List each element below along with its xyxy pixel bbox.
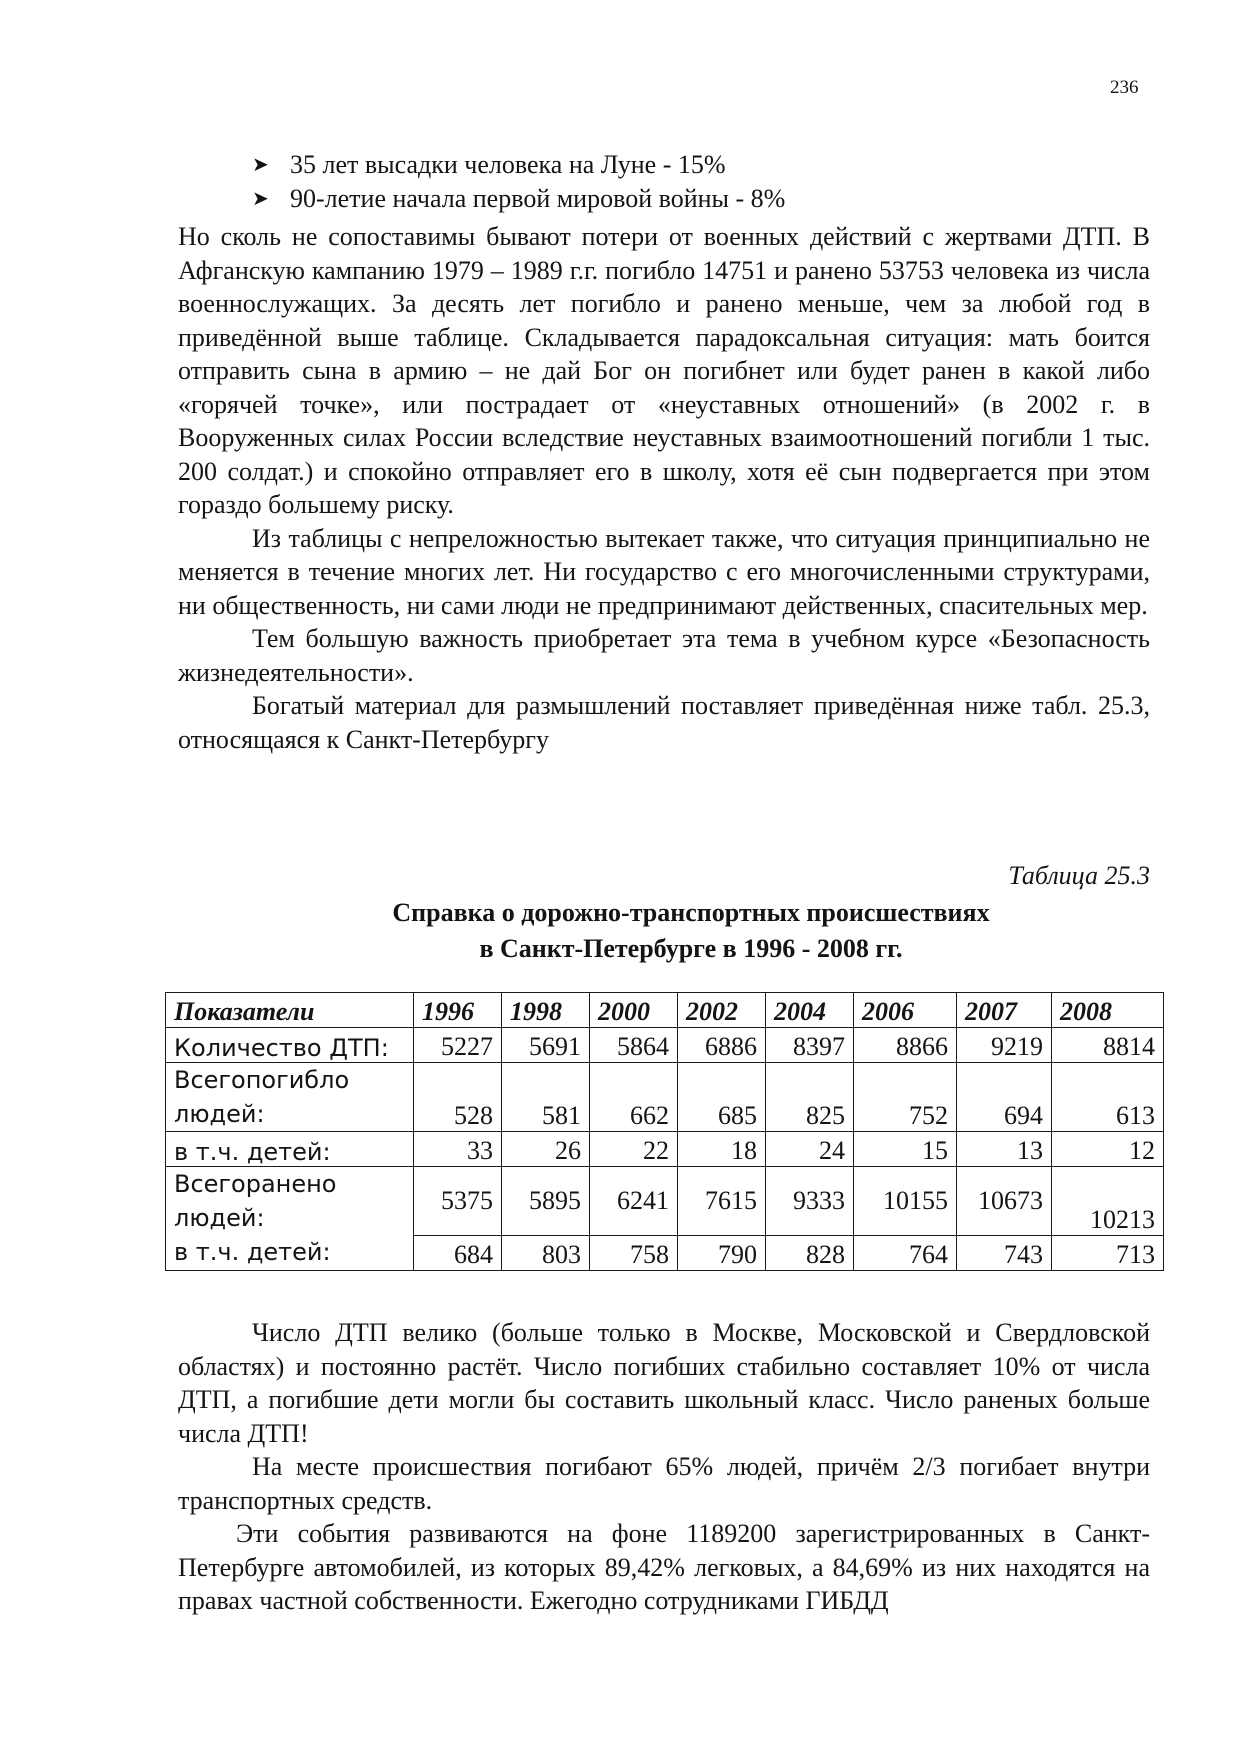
bullet-text: 90-летие начала первой мировой войны - 8% [290, 184, 786, 213]
row-label-part: Всего [174, 1066, 246, 1094]
table-cell: 5864 [590, 1028, 678, 1063]
row-label-part: людей: [174, 1204, 265, 1232]
row-label-part: людей: [174, 1100, 265, 1128]
table-cell: 10213 [1052, 1167, 1164, 1236]
year-header: 2008 [1052, 993, 1164, 1028]
table-title [178, 895, 1204, 967]
table-cell: 6886 [678, 1028, 766, 1063]
table-row [166, 1132, 1164, 1167]
row-label-part: ранено [245, 1170, 337, 1198]
table-title-line: Справка о дорожно-транспортных происшествиях [392, 898, 990, 927]
table-cell: 5227 [414, 1028, 502, 1063]
table-cell: 743 [957, 1236, 1052, 1271]
table-cell: 24 [766, 1132, 854, 1167]
table-cell: 33 [414, 1132, 502, 1167]
table-row [166, 1167, 1164, 1236]
table-cell: 10155 [854, 1167, 957, 1236]
table-cell: 15 [854, 1132, 957, 1167]
page-number: 236 [1110, 77, 1139, 98]
body-text-bottom [178, 1316, 1150, 1618]
table-cell: 528 [414, 1063, 502, 1132]
table-cell: 764 [854, 1236, 957, 1271]
table-cell: 758 [590, 1236, 678, 1271]
table-cell: 613 [1052, 1063, 1164, 1132]
table-cell: 18 [678, 1132, 766, 1167]
table-cell: 22 [590, 1132, 678, 1167]
paragraph: Число ДТП велико (больше только в Москве, Московской и Свердловской областях) и постоянно растёт. Число погибших стабильно составляет 10% от числа ДТП, а погибшие дети могли бы составить школьный класс. Число раненых больше числа ДТП! [178, 1318, 1150, 1448]
body-text-top [178, 220, 1150, 756]
header-cell: Показатели [166, 993, 414, 1028]
table-title-line: в Санкт-Петербурге в 1996 - 2008 гг. [479, 934, 903, 963]
year-header: 1996 [414, 993, 502, 1028]
paragraph: Эти события развиваются на фоне 1189200 зарегистрированных в Санкт-Петербурге автомобилей, из которых 89,42% легковых, а 84,69% из них находятся на правах частной собственности. Ежегодно сотрудниками ГИБДД [178, 1519, 1150, 1615]
paragraph: Тем большую важность приобретает эта тема в учебном курсе «Безопасность жизнедеятельности». [178, 624, 1150, 687]
table-cell: 5691 [502, 1028, 590, 1063]
table-cell: 8397 [766, 1028, 854, 1063]
table-cell: 9219 [957, 1028, 1052, 1063]
row-label [166, 1063, 414, 1132]
table-caption: Таблица 25.3 [1008, 861, 1150, 890]
table-cell: 5375 [414, 1167, 502, 1236]
row-label: в т.ч. детей: [166, 1132, 414, 1167]
table-cell: 828 [766, 1236, 854, 1271]
year-header: 2000 [590, 993, 678, 1028]
paragraph: Из таблицы с непреложностью вытекает также, что ситуация принципиально не меняется в течение многих лет. Ни государство с его многочисленными структурами, ни общественность, ни сами люди не предпринимают действенных, спасительных мер. [178, 523, 1150, 620]
table-cell: 9333 [766, 1167, 854, 1236]
year-header: 2002 [678, 993, 766, 1028]
list-item [252, 148, 785, 182]
row-label-part: в т.ч. детей: [174, 1238, 331, 1266]
table-cell: 8814 [1052, 1028, 1164, 1063]
arrow-bullet-icon: ➤ [252, 188, 269, 210]
table-cell: 713 [1052, 1236, 1164, 1271]
table-cell: 825 [766, 1063, 854, 1132]
table-cell: 5895 [502, 1167, 590, 1236]
bullet-text: 35 лет высадки человека на Луне - 15% [290, 150, 726, 179]
list-item [252, 182, 785, 216]
table-cell: 7615 [678, 1167, 766, 1236]
table-header-row [166, 993, 1164, 1028]
row-label-part: погибло [245, 1066, 350, 1094]
row-label [166, 1167, 414, 1271]
table-cell: 12 [1052, 1132, 1164, 1167]
row-label-part: Всего [174, 1170, 246, 1198]
table-cell: 6241 [590, 1167, 678, 1236]
year-header: 2006 [854, 993, 957, 1028]
arrow-bullet-icon: ➤ [252, 154, 269, 176]
row-label: Количество ДТП: [166, 1028, 414, 1063]
table-cell: 694 [957, 1063, 1052, 1132]
table-cell: 803 [502, 1236, 590, 1271]
statistics-table [165, 992, 1164, 1271]
table-cell: 752 [854, 1063, 957, 1132]
table-row [166, 1028, 1164, 1063]
table-cell: 685 [678, 1063, 766, 1132]
table-cell: 10673 [957, 1167, 1052, 1236]
table-cell: 26 [502, 1132, 590, 1167]
paragraph: На месте происшествия погибают 65% людей, причём 2/3 погибает внутри транспортных средств. [178, 1452, 1150, 1515]
year-header: 1998 [502, 993, 590, 1028]
table-cell: 790 [678, 1236, 766, 1271]
table-row [166, 1063, 1164, 1132]
paragraph: Но сколь не сопоставимы бывают потери от военных действий с жертвами ДТП. В Афганскую кампанию 1979 – 1989 г.г. погибло 14751 и ранено 53753 человека из числа военнослужащих. За десять лет погибло и ранено меньше, чем за любой год в приведённой выше таблице. Складывается парадоксальная ситуация: мать боится отправить сына в армию – не дай Бог он погибнет или будет ранен в какой либо «горячей точке», или пострадает от «неуставных отношений» (в 2002 г. в Вооруженных силах России вследствие неуставных взаимоотношений погибли 1 тыс. 200 солдат.) и спокойно отправляет его в школу, хотя её сын подвергается при этом гораздо большему риску. [178, 222, 1150, 519]
table-cell: 13 [957, 1132, 1052, 1167]
year-header: 2007 [957, 993, 1052, 1028]
table-cell: 662 [590, 1063, 678, 1132]
table-cell: 684 [414, 1236, 502, 1271]
year-header: 2004 [766, 993, 854, 1028]
table-cell: 581 [502, 1063, 590, 1132]
bullet-list [252, 148, 785, 216]
paragraph: Богатый материал для размышлений поставляет приведённая ниже табл. 25.3, относящаяся к Санкт-Петербургу [178, 691, 1150, 754]
table-cell: 8866 [854, 1028, 957, 1063]
